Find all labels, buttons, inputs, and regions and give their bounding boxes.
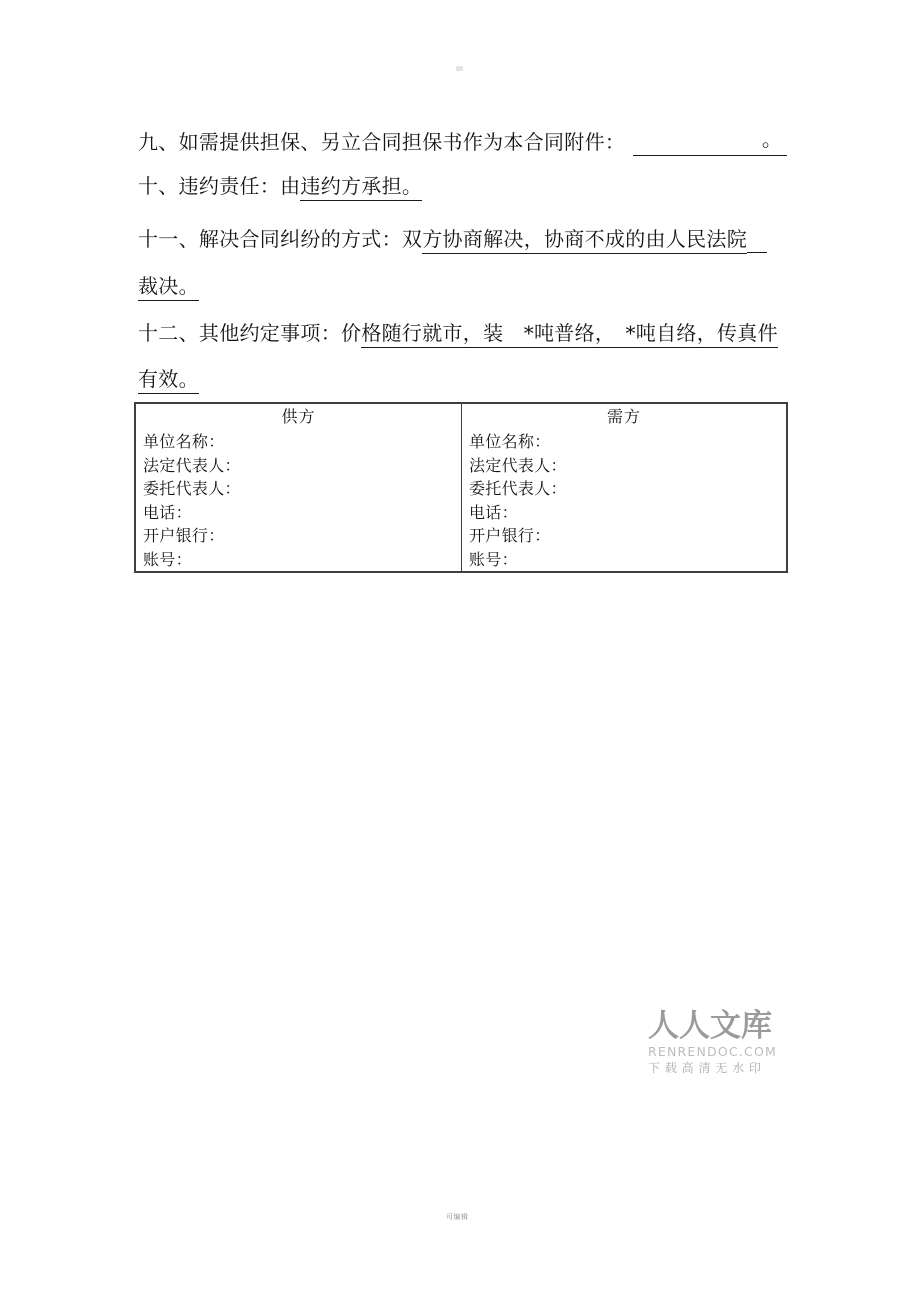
clause-12-line-2 <box>138 366 199 393</box>
supplier-account-label: 账号： <box>143 549 192 569</box>
supplier-phone-label: 电话： <box>143 502 192 522</box>
clause-10-text: 十、违约责任：由 <box>138 174 301 198</box>
clause-9-line <box>138 126 787 156</box>
clause-12-underlined-text: 格随行就市，装 *吨普络， *吨自络，传真件 <box>361 321 778 348</box>
clause-12-line-1 <box>138 320 778 347</box>
clause-11-underlined-text: 方协商解决，协商不成的由人民法院 <box>422 227 747 254</box>
supplier-column <box>136 404 461 571</box>
buyer-column <box>461 404 786 571</box>
editable-note: 可编辑 <box>446 1213 469 1221</box>
buyer-entrusted-rep-label: 委托代表人： <box>469 479 567 498</box>
clause-11-trailing-blank <box>747 250 767 253</box>
buyer-legal-rep-label: 法定代表人： <box>469 455 567 475</box>
watermark-domain: RENRENDOC.COM <box>648 1044 777 1059</box>
clause-11-line-2 <box>138 273 199 300</box>
buyer-account-label: 账号： <box>469 549 518 569</box>
supplier-entrusted-rep-label: 委托代表人： <box>143 479 241 498</box>
watermark-brand-logo: 人人文库 <box>648 1008 772 1044</box>
clause-11-underlined-text-2: 裁决。 <box>138 274 199 301</box>
clause-10-line <box>138 173 422 200</box>
clause-12-underlined-text-2: 有效。 <box>138 367 199 394</box>
clause-12-text: 十二、其他约定事项：价 <box>138 321 362 345</box>
clause-9-period: 。 <box>761 127 783 151</box>
watermark-tagline: 下 载 高 清 无 水 印 <box>648 1061 762 1075</box>
buyer-header: 需方 <box>606 407 641 426</box>
supplier-bank-label: 开户银行： <box>143 526 225 545</box>
clause-9-text: 九、如需提供担保、另立合同担保书作为本合同附件： <box>138 130 626 154</box>
clause-9-blank-field <box>633 126 787 156</box>
buyer-bank-label: 开户银行： <box>469 526 551 545</box>
clause-11-line-1 <box>138 226 767 253</box>
buyer-phone-label: 电话： <box>469 502 518 522</box>
buyer-unit-name-label: 单位名称： <box>469 432 551 451</box>
supplier-legal-rep-label: 法定代表人： <box>143 455 241 475</box>
clause-10-underlined-text: 违约方承担。 <box>300 174 422 201</box>
renrendoc-watermark <box>648 1009 788 1075</box>
scan-smudge-artifact <box>456 66 463 71</box>
supplier-header: 供方 <box>281 407 316 426</box>
clause-11-text: 十一、解决合同纠纷的方式：双 <box>138 227 423 251</box>
parties-table <box>134 402 788 573</box>
supplier-unit-name-label: 单位名称： <box>143 432 225 451</box>
